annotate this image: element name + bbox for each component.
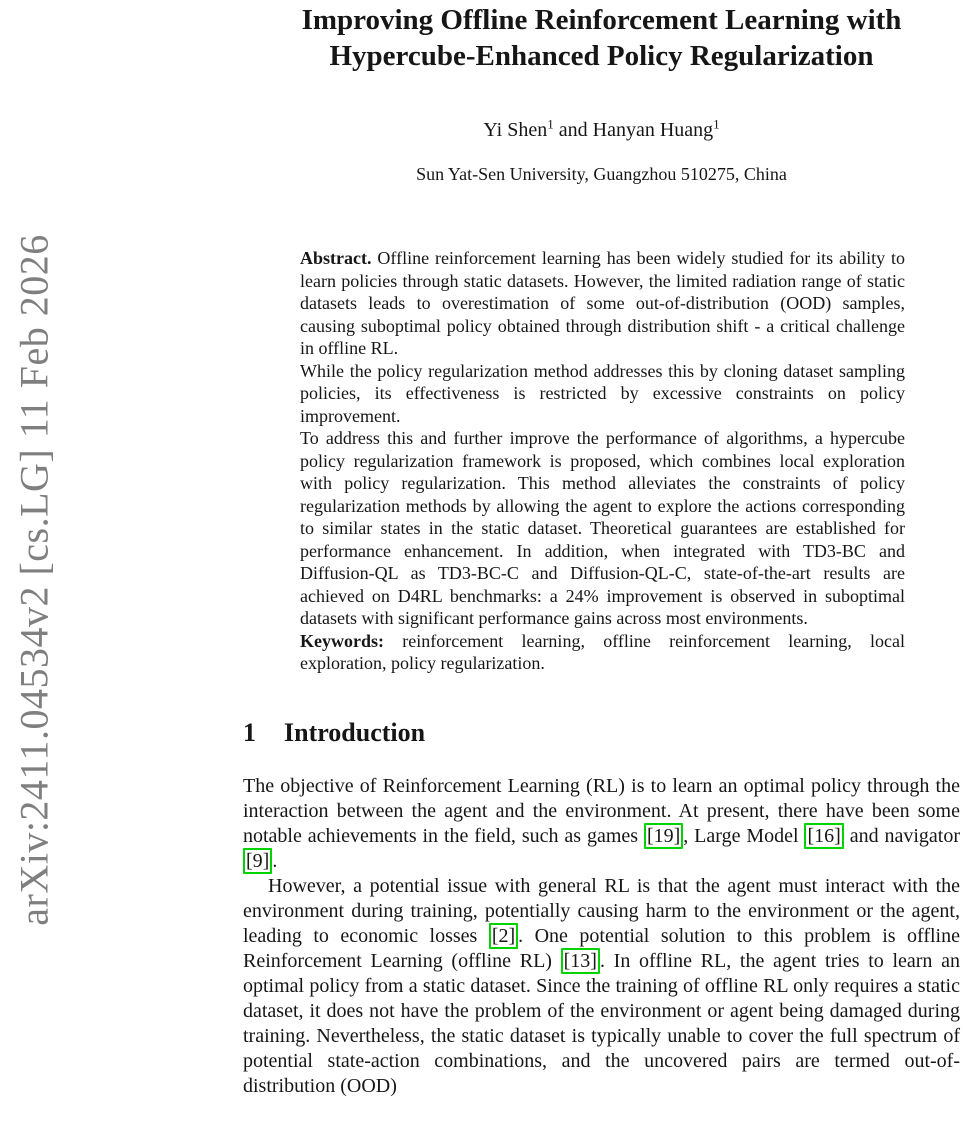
author-affiliation-mark: 1 [713, 116, 720, 132]
abstract-block [300, 247, 905, 675]
body-paragraph: However, a potential issue with general RL is that the agent must interact with the environment during training, potentially causing harm to the environment or the agent, leading to economic losses [2] . One potential solution to this problem is offline Reinforcement Learning (offline RL) [13] . In offline RL, the agent tries to learn an optimal policy from a static dataset. Since the training of offline RL only requires a static dataset, it does not have the problem of the environment or agent being damaged during training. Nevertheless, the static dataset is typically unable to cover the full spectrum of potential state-action combinations, and the uncovered pairs are termed out-of-distribution (OOD) [243, 874, 960, 1097]
section-number: 1 [243, 717, 256, 747]
keywords-label: Keywords: [300, 630, 384, 651]
abstract-text: Offline reinforcement learning has been widely studied for its ability to learn policies through static datasets. However, the limited radiation range of static datasets leads to overestimation of some out-of-distribution (OOD) samples, causing suboptimal policy obtained through distribution shift - a critical challenge in offline RL. [300, 248, 906, 358]
citation-link[interactable]: [16] [804, 823, 843, 849]
section-title: Introduction [284, 717, 426, 747]
paper-title [243, 0, 960, 74]
section-heading-introduction [243, 719, 960, 747]
introduction-paragraphs [243, 774, 960, 1099]
keywords-line [300, 630, 905, 675]
authors-line: Yi Shen$^1$ and Hanyan Huang$^1$ [483, 116, 720, 141]
author-name: Hanyan Huang [592, 119, 714, 141]
citation-link[interactable]: [13] [561, 948, 600, 974]
abstract-paragraph [300, 247, 905, 360]
body-paragraph: The objective of Reinforcement Learning (RL) is to learn an optimal policy through the interaction between the agent and the environment. At present, there have been some notable achievements in the field, such as games [19] , Large Model [16] and navigator [9] . [243, 774, 960, 872]
keywords-text: reinforcement learning, offline reinforcement learning, local exploration, policy regularization. [300, 630, 906, 673]
arxiv-watermark: arXiv:2411.04534v2 [cs.LG] 11 Feb 2026 [11, 234, 57, 926]
paper-content [243, 0, 960, 1099]
paper-title-line-1: Improving Offline Reinforcement Learning with [301, 4, 902, 36]
abstract-paragraph: To address this and further improve the performance of algorithms, a hypercube policy regularization framework is proposed, which combines local exploration with policy regularization. This method alleviates the constraints of policy regularization methods by allowing the agent to explore the actions corresponding to similar states in the static dataset. Theoretical guarantees are established for performance enhancement. In addition, when integrated with TD3-BC and Diffusion-QL as TD3-BC-C and Diffusion-QL-C, state-of-the-art results are achieved on D4RL benchmarks: a 24% improvement is observed in suboptimal datasets with significant performance gains across most environments. [300, 428, 905, 628]
affiliation-line: Sun Yat-Sen University, Guangzhou 510275, China [416, 164, 787, 184]
author-name: Yi Shen [483, 119, 548, 141]
abstract-label: Abstract. [300, 248, 372, 268]
abstract-paragraph: While the policy regularization method addresses this by cloning dataset sampling policies, its effectiveness is restricted by excessive constraints on policy improvement. [300, 360, 905, 426]
citation-link[interactable]: [2] [489, 923, 518, 949]
citation-link[interactable]: [19] [644, 823, 683, 849]
author-affiliation-mark: 1 [547, 116, 554, 132]
paper-title-line-2: Hypercube-Enhanced Policy Regularization [329, 40, 874, 72]
citation-link[interactable]: [9] [243, 848, 272, 874]
